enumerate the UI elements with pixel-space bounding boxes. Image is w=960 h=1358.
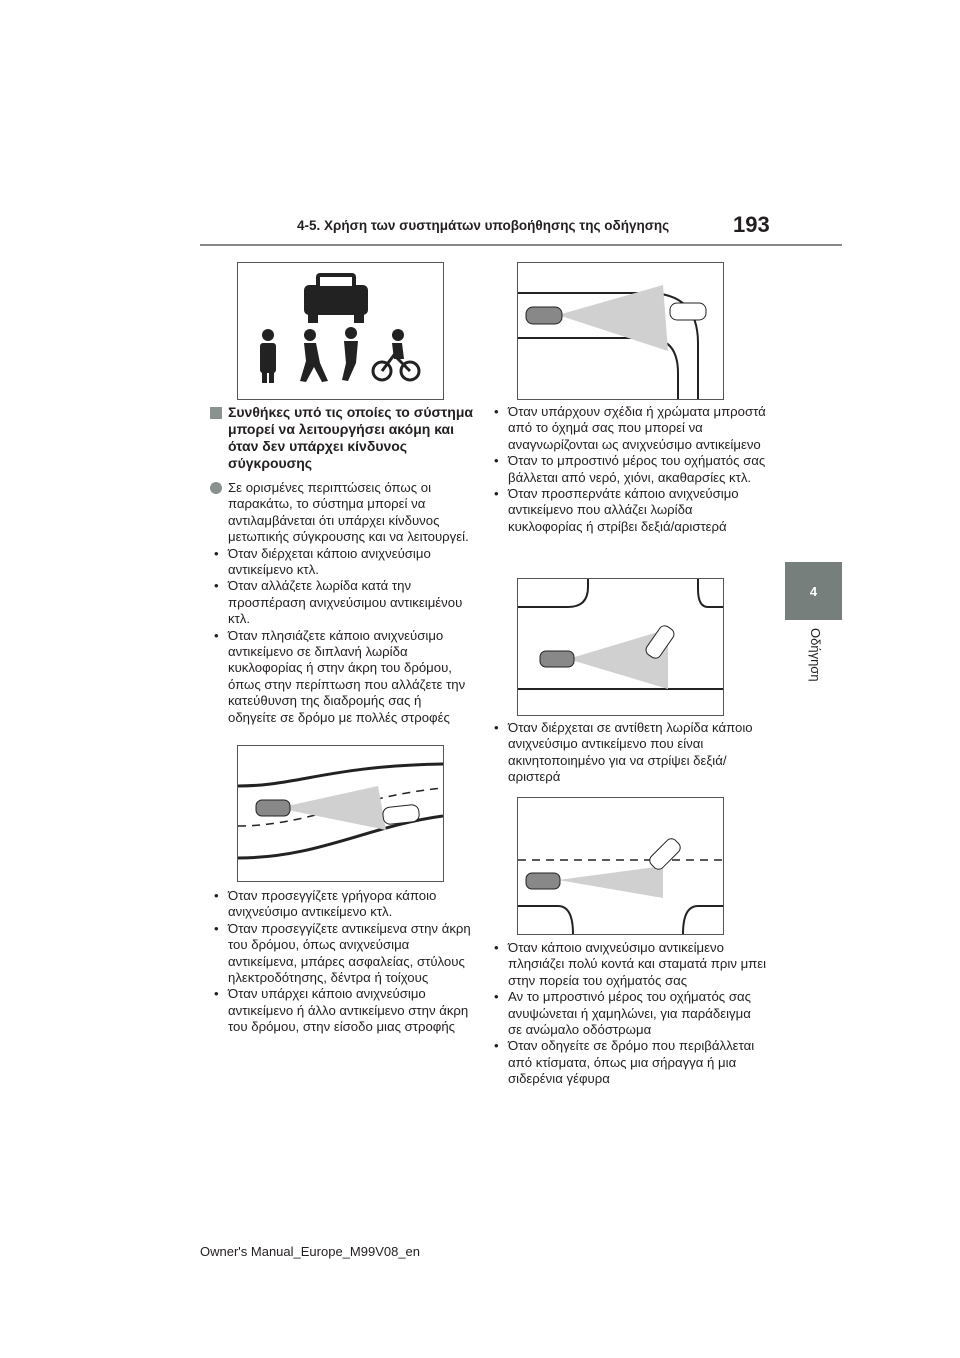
circle-bullet-icon xyxy=(210,482,222,494)
road-markings-illustration xyxy=(518,263,723,399)
list-item: • Όταν πλησιάζετε κάποιο ανιχνεύσιμο αντικείμενο σε διπλανή λωρίδα κυκλοφορίας ή στην άκρη του δρόμου, όπως στην περίπτωση που αλλάζετε την κατεύθυνση της διαδρομής σας ή οδηγείτε σε δρόμο με πολλές στροφές xyxy=(208,628,473,726)
figure-detectable-objects xyxy=(237,262,444,400)
list-item: • Όταν προσεγγίζετε γρήγορα κάποιο ανιχνεύσιμο αντικείμενο κτλ. xyxy=(208,888,473,921)
right-column-1 xyxy=(488,404,768,535)
chapter-tab xyxy=(785,562,842,620)
footer-text: Owner's Manual_Europe_M99V08_en xyxy=(200,1244,421,1259)
figure-road-markings xyxy=(517,262,724,400)
list-item: • Όταν κάποιο ανιχνεύσιμο αντικείμενο πλησιάζει πολύ κοντά και σταματά πριν μπει στην πορεία του οχήματός σας xyxy=(488,940,768,989)
figure-turning-vehicle xyxy=(517,578,724,716)
list-item: • Όταν το μπροστινό μέρος του οχήματός σας βάλλεται από νερό, χιόνι, ακαθαρσίες κτλ. xyxy=(488,453,768,486)
list-item: • Όταν οδηγείτε σε δρόμο που περιβάλλεται από κτίσματα, όπως μια σήραγγα ή μια σιδερένια γέφυρα xyxy=(488,1038,768,1087)
turning-vehicle-illustration xyxy=(518,579,723,715)
header-rule xyxy=(200,244,842,246)
list-item: • Όταν διέρχεται κάποιο ανιχνεύσιμο αντικείμενο κτλ. xyxy=(208,546,473,579)
intro-paragraph xyxy=(208,480,473,546)
chapter-number: 4 xyxy=(809,583,818,599)
chapter-label-box xyxy=(790,628,840,708)
square-bullet-icon xyxy=(210,407,222,419)
right-column-2 xyxy=(488,720,768,786)
list-item: • Όταν αλλάζετε λωρίδα κατά την προσπέραση ανιχνεύσιμου αντικειμένου κτλ. xyxy=(208,578,473,627)
list-item: • Αν το μπροστινό μέρος του οχήματός σας ανυψώνεται ή χαμηλώνει, για παράδειγμα σε ανώμαλο οδόστρωμα xyxy=(488,989,768,1038)
chapter-label: Οδήγηση xyxy=(808,628,823,682)
heading-text: Συνθήκες υπό τις οποίες το σύστημα μπορεί να λειτουργήσει ακόμη και όταν δεν υπάρχει κίνδυνος σύγκρουσης xyxy=(228,404,474,471)
section-title: 4-5. Χρήση των συστημάτων υποβοήθησης της οδήγησης xyxy=(297,218,670,233)
curved-road-illustration xyxy=(238,746,443,881)
stopping-vehicle-illustration xyxy=(518,798,723,934)
list-item: • Όταν υπάρχουν σχέδια ή χρώματα μπροστά από το όχημά σας που μπορεί να αναγνωρίζονται ως ανιχνεύσιμο αντικείμενο xyxy=(488,404,768,453)
list-item: • Όταν προσεγγίζετε αντικείμενα στην άκρη του δρόμου, όπως ανιχνεύσιμα αντικείμενα, μπάρες ασφαλείας, στύλους ηλεκτροδότησης, δέντρα ή τοίχους xyxy=(208,921,473,987)
section-heading xyxy=(208,404,473,472)
car-pedestrians-illustration xyxy=(238,263,443,399)
figure-stopping-vehicle xyxy=(517,797,724,935)
list-item: • Όταν διέρχεται σε αντίθετη λωρίδα κάποιο ανιχνεύσιμο αντικείμενο που είναι ακινητοποιημένο για να στρίψει δεξιά/αριστερά xyxy=(488,720,768,786)
figure-curved-road xyxy=(237,745,444,882)
intro-text: Σε ορισμένες περιπτώσεις όπως οι παρακάτω, το σύστημα μπορεί να αντιλαμβάνεται ότι υπάρχει κίνδυνος μετωπικής σύγκρουσης και να λειτουργεί. xyxy=(228,480,469,545)
list-item: • Όταν προσπερνάτε κάποιο ανιχνεύσιμο αντικείμενο που αλλάζει λωρίδα κυκλοφορίας ή στρίβει δεξιά/αριστερά xyxy=(488,486,768,535)
left-column xyxy=(208,404,473,726)
list-item: • Όταν υπάρχει κάποιο ανιχνεύσιμο αντικείμενο ή άλλο αντικείμενο στην άκρη του δρόμου, στην είσοδο μιας στροφής xyxy=(208,986,473,1035)
page-number: 193 xyxy=(733,212,770,237)
right-column-3 xyxy=(488,940,768,1088)
left-column-lower xyxy=(208,888,473,1036)
